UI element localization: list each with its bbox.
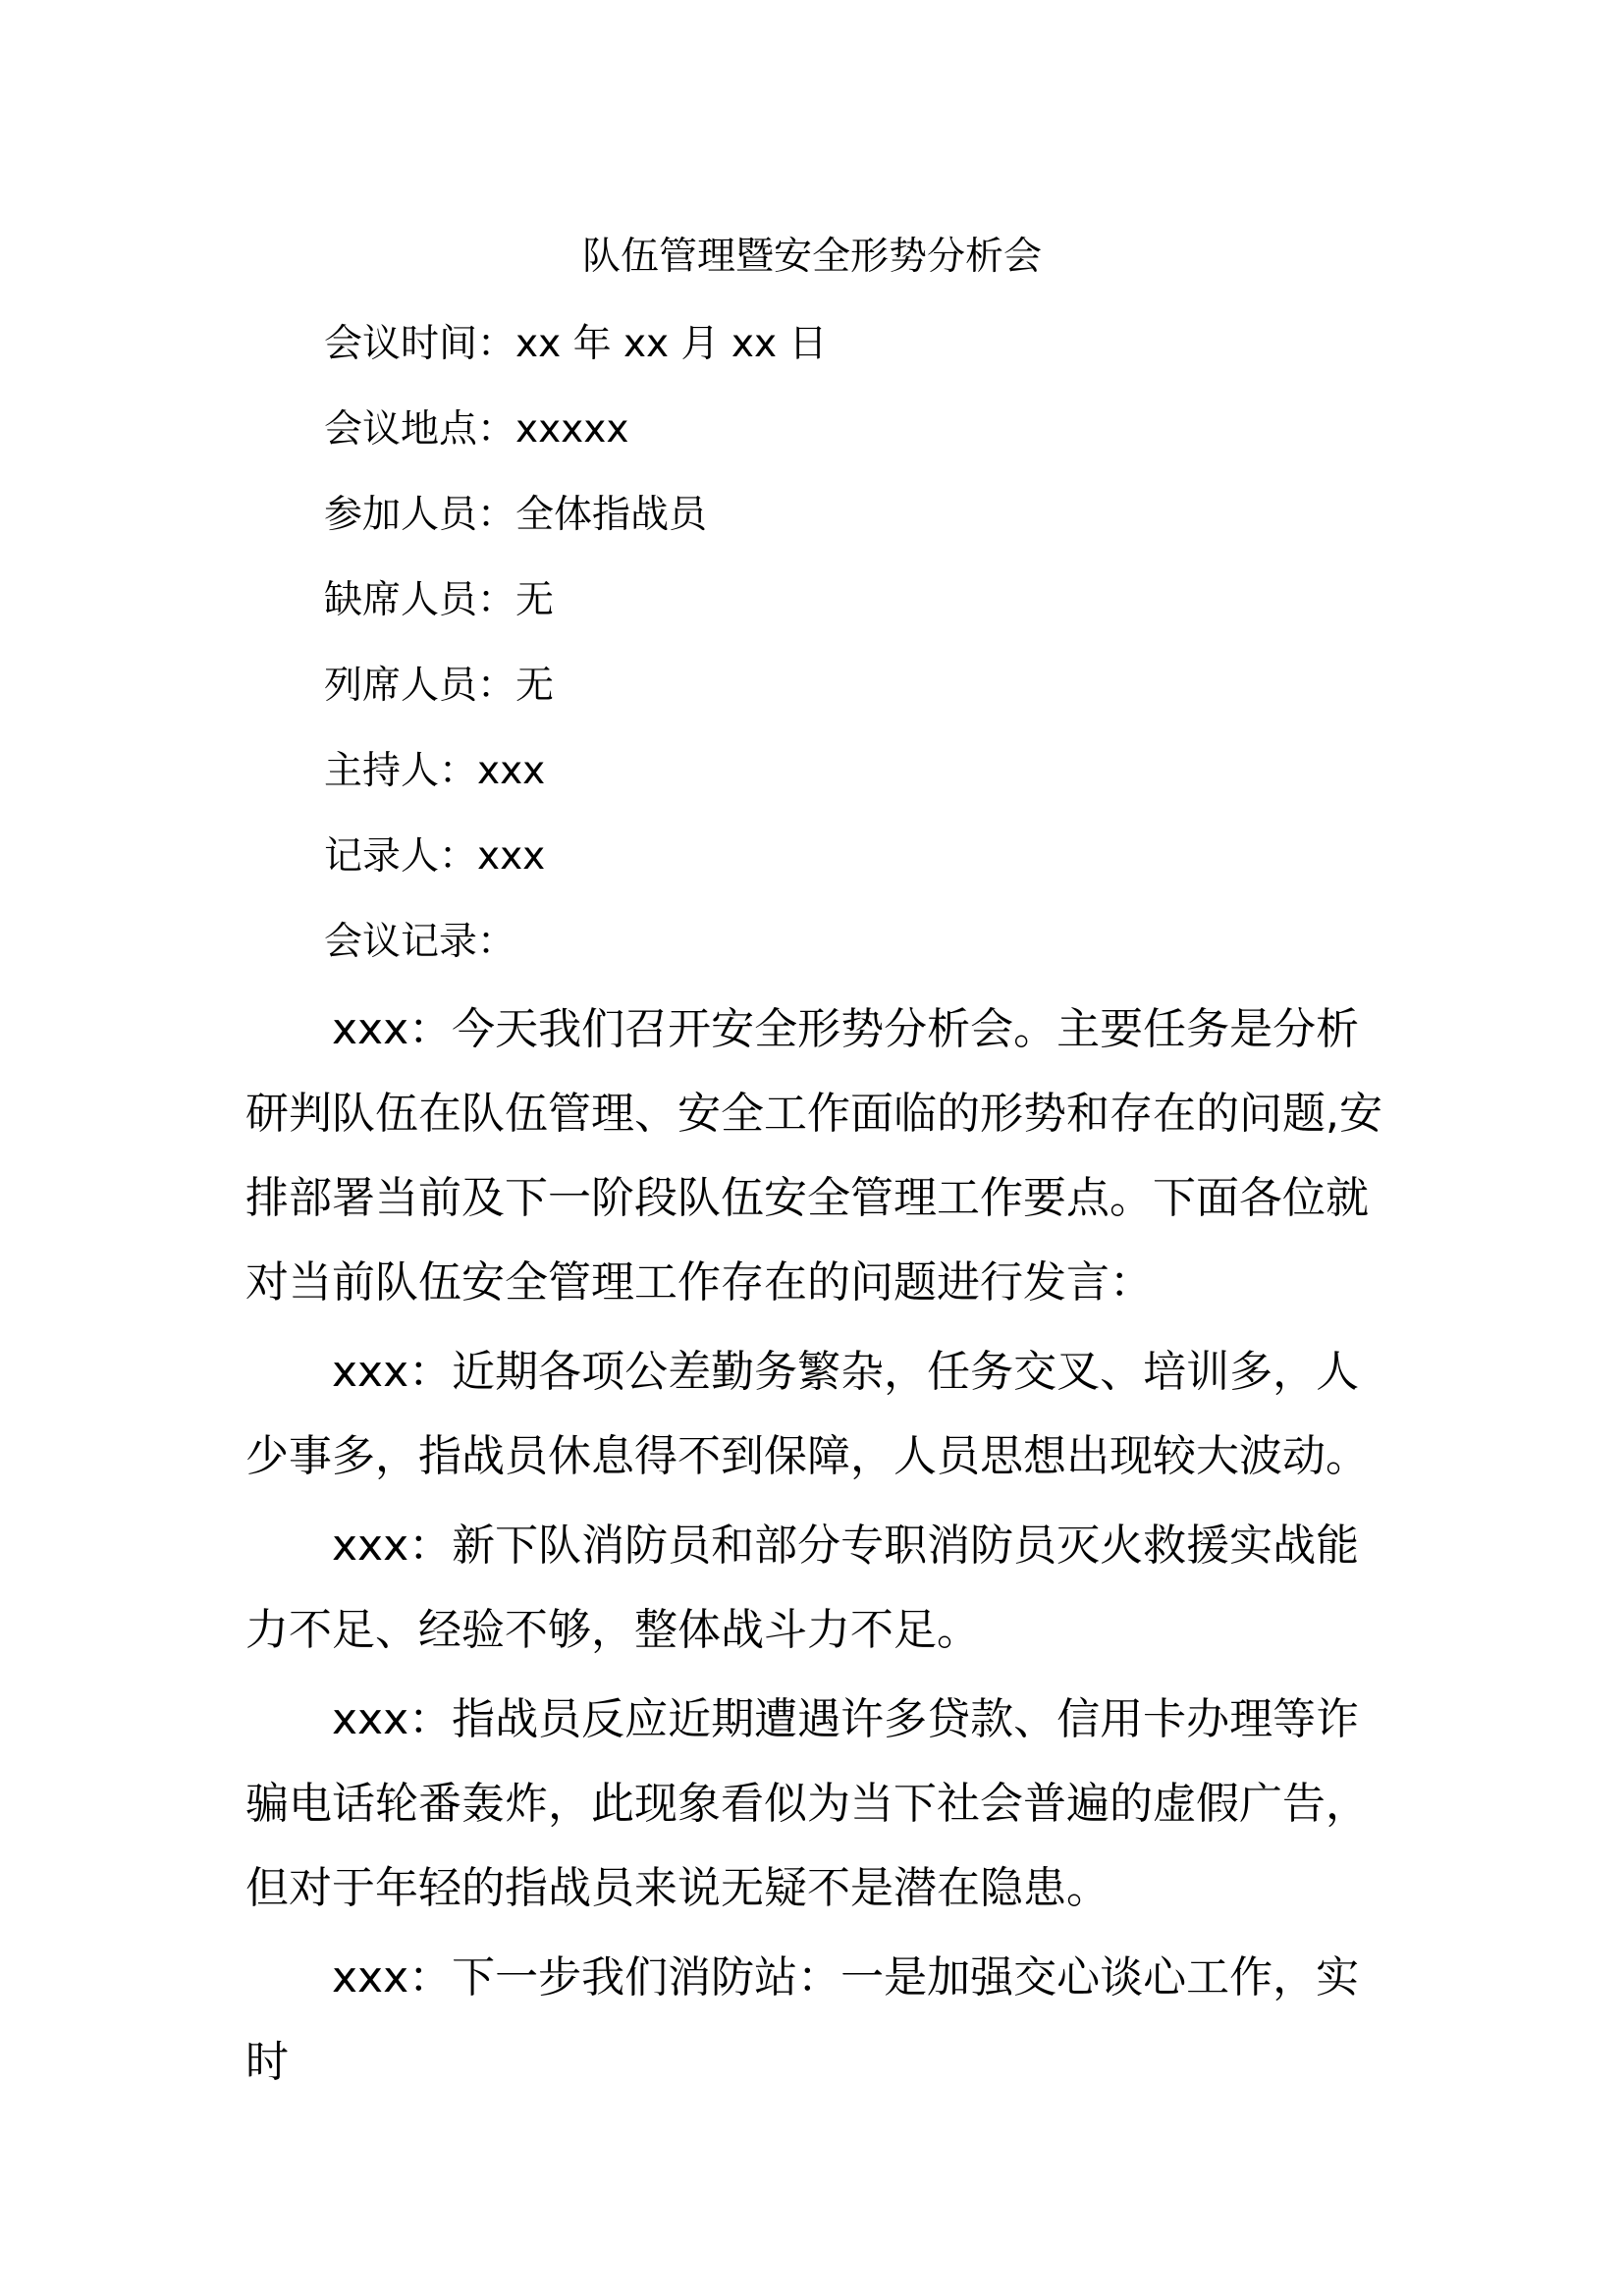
meeting-time-line [324,315,827,400]
document-title: 队伍管理暨安全形势分析会 [581,235,1042,279]
meta-label: 会议地点： [324,407,516,452]
minutes-paragraph: xxx：下一步我们消防站：一是加强交心谈心工作，实时 [245,1952,1360,2087]
meta-value: 全体指战员 [515,493,708,537]
minutes-paragraph: xxx：指战员反应近期遭遇许多贷款、信用卡办理等诈骗电话轮番轰炸，此现象看似为当下社会普遍的虚假广告，但对于年轻的指战员来说无疑不是潜在隐患。 [245,1694,1369,1913]
meta-value: 无 [515,578,555,622]
host-line [324,742,827,828]
meta-value: xxx [477,749,546,793]
observers-line [324,657,827,742]
minutes-heading-line [324,913,827,998]
recorder-line [324,828,827,913]
meta-label: 记录人： [324,834,478,879]
minutes-paragraph: xxx：近期各项公差勤务繁杂，任务交叉、培训多，人少事多，指战员休息得不到保障，人员思想出现较大波动。 [245,1347,1369,1481]
meta-label: 列席人员： [324,664,516,708]
meta-label: 会议记录： [324,920,516,964]
meeting-location-line [324,400,827,486]
minutes-paragraph: xxx：今天我们召开安全形势分析会。主要任务是分析研判队伍在队伍管理、安全工作面临的形势和存在的问题,安排部署当前及下一阶段队伍安全管理工作要点。下面各位就对当前队伍安全管理工作存在的问题进行发言： [245,1004,1382,1308]
minutes-body [245,988,1384,2109]
meta-value: xxxxx [515,407,629,452]
meeting-info [324,315,827,998]
absentees-line [324,571,827,657]
meta-label: 会议时间： [324,322,516,366]
meta-value: xxx [477,834,546,879]
minutes-paragraph: xxx：新下队消防员和部分专职消防员灭火救援实战能力不足、经验不够，整体战斗力不足。 [245,1521,1360,1655]
meta-value: xx 年 xx 月 xx 日 [515,322,828,366]
attendees-line [324,486,827,571]
meta-label: 参加人员： [324,493,516,537]
meta-value: 无 [515,664,555,708]
meta-label: 主持人： [324,749,478,793]
meta-label: 缺席人员： [324,578,516,622]
